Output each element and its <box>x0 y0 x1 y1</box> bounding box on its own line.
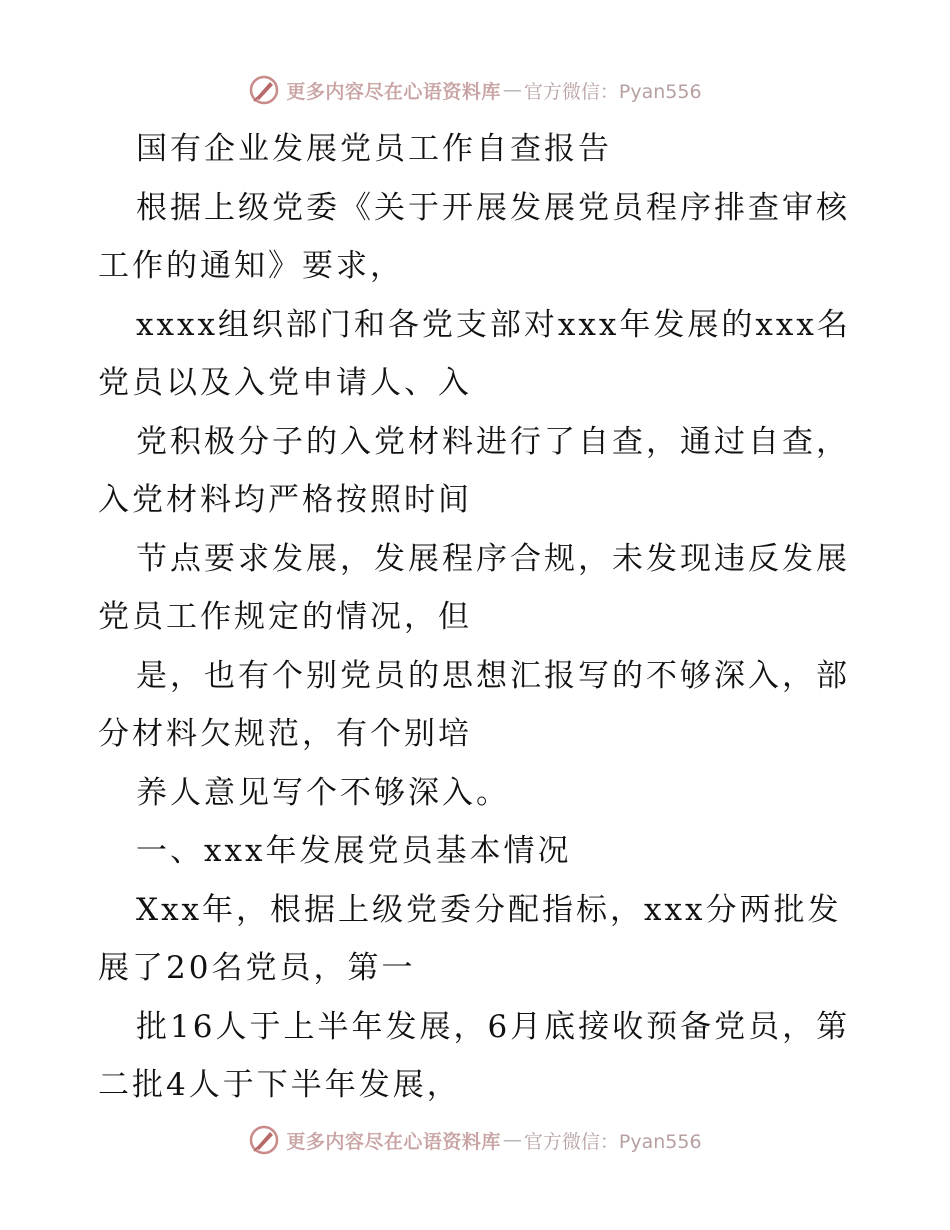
watermark-banner-bottom <box>0 1120 950 1160</box>
quill-seal-icon <box>248 74 280 106</box>
paragraph: 养人意见写个不够深入。 <box>136 774 510 811</box>
watermark-separator: — <box>502 1129 522 1151</box>
watermark-wechat: 官方微信：Pyan556 <box>523 1130 702 1153</box>
watermark-text: 更多内容尽在心语资料库 <box>286 80 501 103</box>
paragraph: 党积极分子的入党材料进行了自查，通过自查，入党材料均严格按照时间 <box>98 423 850 518</box>
paragraph: 批16人于上半年发展，6月底接收预备党员，第二批4人于下半年发展， <box>98 1008 851 1103</box>
watermark-text: 更多内容尽在心语资料库 <box>286 1130 501 1153</box>
paragraph: xxxx组织部门和各党支部对xxx年发展的xxx名党员以及入党申请人、入 <box>98 306 851 401</box>
document-body <box>98 120 858 1115</box>
paragraph: 节点要求发展，发展程序合规，未发现违反发展党员工作规定的情况，但 <box>98 540 850 635</box>
paragraph: 是，也有个别党员的思想汇报写的不够深入，部分材料欠规范，有个别培 <box>98 657 850 752</box>
watermark-separator: — <box>502 79 522 101</box>
quill-seal-icon <box>248 1124 280 1156</box>
paragraph: 根据上级党委《关于开展发展党员程序排查审核工作的通知》要求， <box>98 189 850 284</box>
section-heading: 一、xxx年发展党员基本情况 <box>136 833 572 869</box>
paragraph: Xxx年，根据上级党委分配指标，xxx分两批发展了20名党员，第一 <box>98 891 842 986</box>
document-title: 国有企业发展党员工作自查报告 <box>136 131 612 167</box>
watermark-banner-top <box>0 70 950 110</box>
watermark-wechat: 官方微信：Pyan556 <box>523 80 702 103</box>
